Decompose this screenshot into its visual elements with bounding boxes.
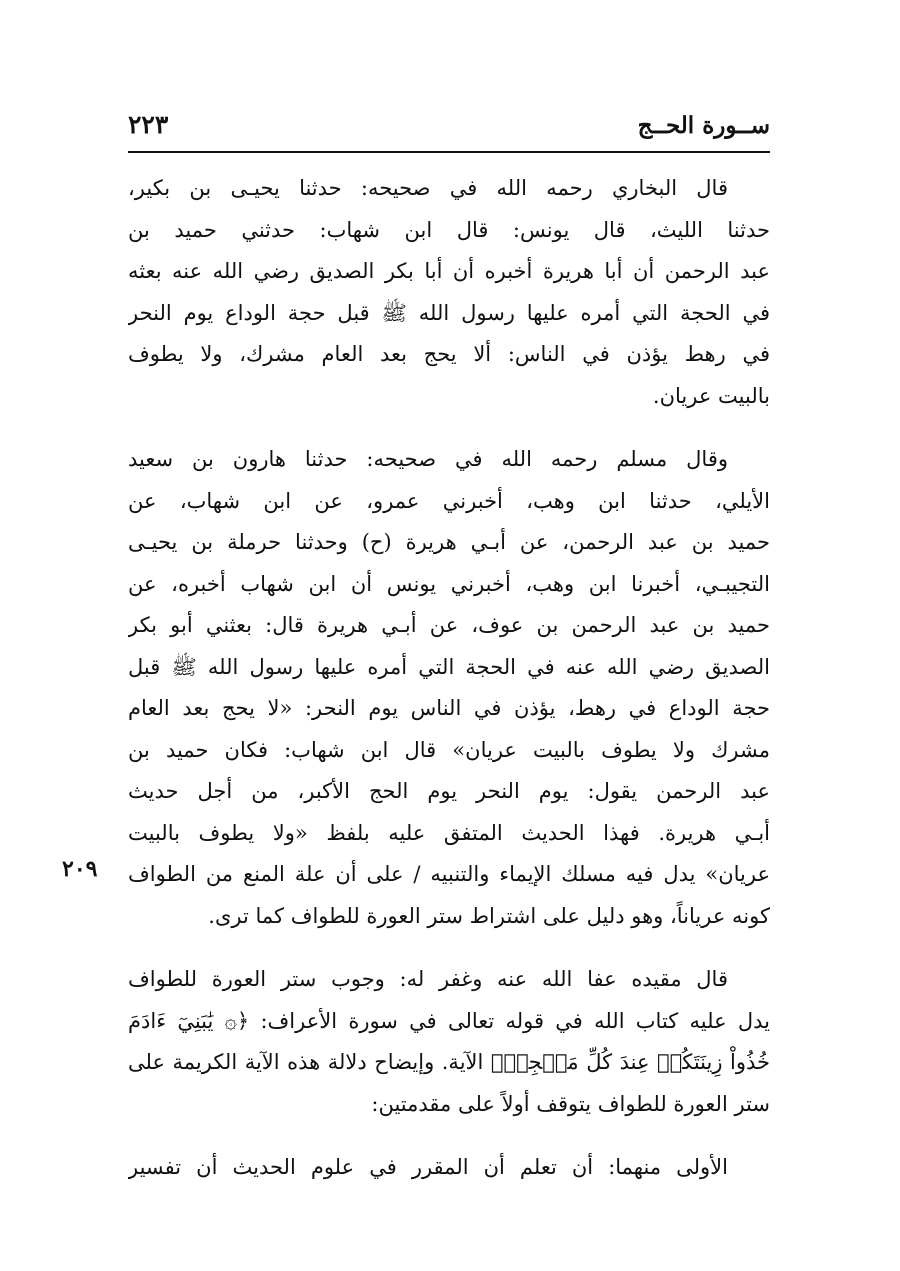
text-line: مشرك ولا يطوف بالبيت عريان» قال ابن شهاب: فكان حميد بن <box>128 737 770 762</box>
text-line: وقال مسلم رحمه الله في صحيحه: حدثنا هارون بن سعيد <box>128 447 728 471</box>
paragraph <box>128 439 770 937</box>
margin-page-reference: ٢٠٩ <box>62 856 98 882</box>
page-header <box>128 108 770 146</box>
text-line: خُذُواْ زِينَتَكُمۡ عِندَ كُلِّ مَسۡجِدٖ﴾ الآية. وإيضاح دلالة هذه الآية الكريمة على <box>128 1050 770 1074</box>
text-line: عبد الرحمن يقول: يوم النحر يوم الحج الأكبر، من أجل حديث <box>128 779 770 803</box>
text-line: الصديق رضي الله عنه في الحجة التي أمره عليها رسول الله ﷺ قبل <box>128 654 770 679</box>
text-line: عريان» يدل فيه مسلك الإيماء والتنبيه / على أن علة المنع من الطواف <box>128 862 770 886</box>
text-line: في رهط يؤذن في الناس: ألا يحج بعد العام مشرك، ولا يطوف <box>128 342 770 366</box>
text-line: قال مقيده عفا الله عنه وغفر له: وجوب ستر العورة للطواف <box>128 967 728 991</box>
text-line: بالبيت عريان. <box>652 383 770 408</box>
text-line: حميد بن عبد الرحمن بن عوف، عن أبـي هريرة قال: بعثني أبو بكر <box>128 613 770 637</box>
text-line: عبد الرحمن أن أبا هريرة أخبره أن أبا بكر الصديق رضي الله عنه بعثه <box>128 259 770 283</box>
text-line: حدثنا الليث، قال يونس: قال ابن شهاب: حدثني حميد بن <box>128 217 770 242</box>
text-line: الأولى منهما: أن تعلم أن المقرر في علوم الحديث أن تفسير <box>128 1155 728 1179</box>
text-line: حميد بن عبد الرحمن، عن أبـي هريرة (ح) وحدثنا حرملة بن يحيـى <box>128 530 770 554</box>
text-line: قال البخاري رحمه الله في صحيحه: حدثنا يحيـى بن بكير، <box>128 176 728 200</box>
text-line: يدل عليه كتاب الله في قوله تعالى في سورة الأعراف: ﴿۞ يَٰبَنِيٓ ءَادَمَ <box>128 1008 770 1033</box>
text-line: الأيلي، حدثنا ابن وهب، أخبرني عمرو، عن ابن شهاب، عن <box>128 488 770 513</box>
paragraph <box>128 1147 770 1189</box>
text-line: ستر العورة للطواف يتوقف أولاً على مقدمتين: <box>371 1091 770 1116</box>
text-line: حجة الوداع في رهط، يؤذن في الناس يوم النحر: «لا يحج بعد العام <box>128 696 770 720</box>
page-body <box>128 168 770 1211</box>
text-line: التجيبـي، أخبرنا ابن وهب، أخبرني يونس أن ابن شهاب أخبره، عن <box>128 571 770 596</box>
text-line: كونه عرياناً، وهو دليل على اشتراط ستر العورة للطواف كما ترى. <box>208 903 770 928</box>
surah-title: ســورة الحــج <box>637 112 770 139</box>
paragraph <box>128 959 770 1125</box>
paragraph <box>128 168 770 417</box>
page-number: ٢٢٣ <box>128 110 169 139</box>
header-rule <box>128 151 770 153</box>
text-line: أبـي هريرة. فهذا الحديث المتفق عليه بلفظ «ولا يطوف بالبيت <box>128 820 770 845</box>
text-line: في الحجة التي أمره عليها رسول الله ﷺ قبل حجة الوداع يوم النحر <box>128 300 770 325</box>
